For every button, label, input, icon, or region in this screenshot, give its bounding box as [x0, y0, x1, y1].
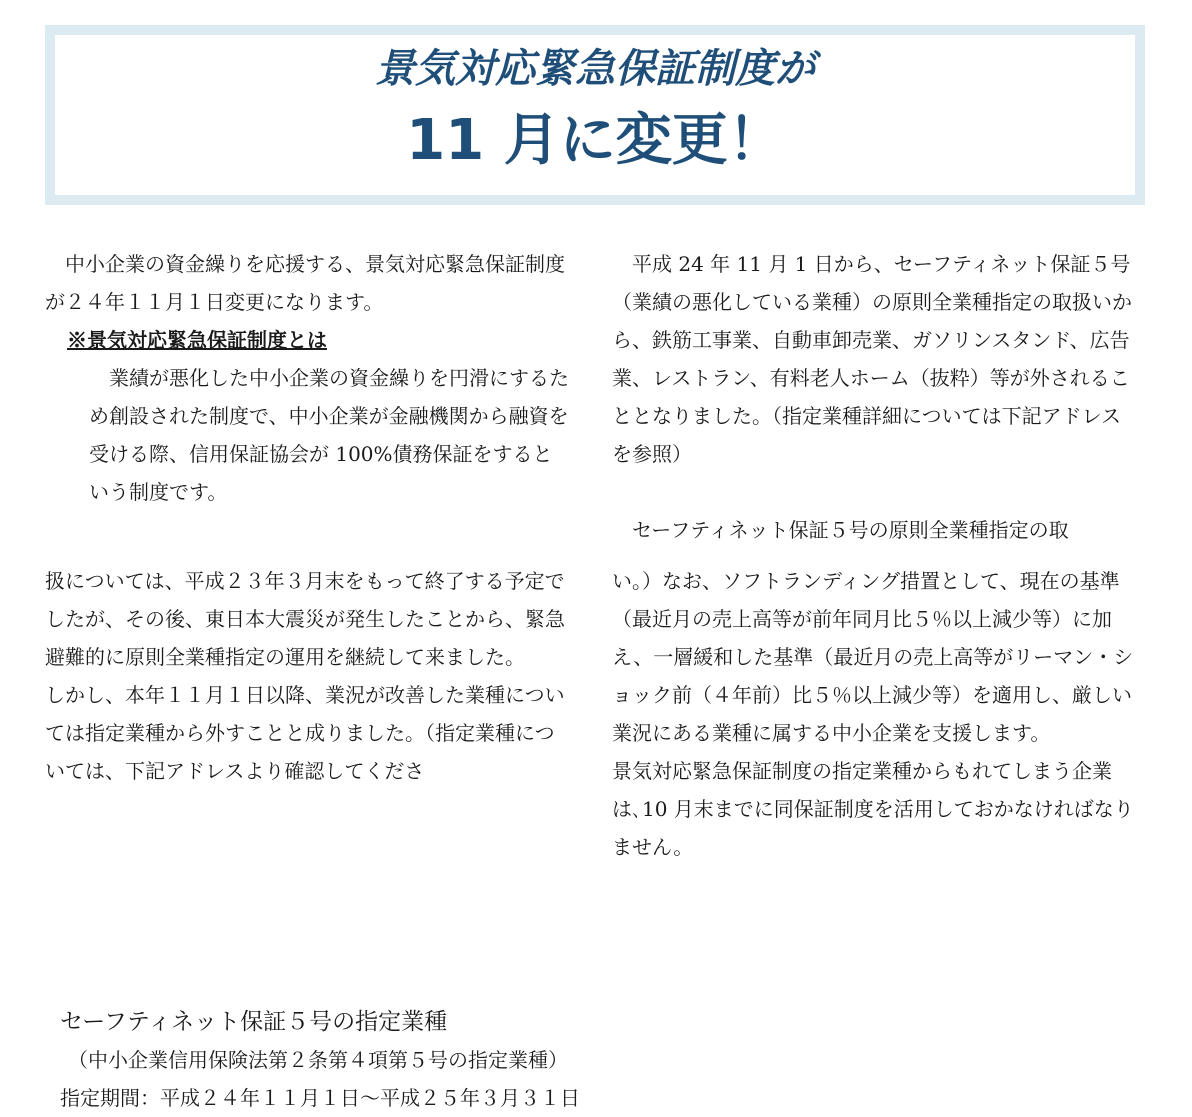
right-paragraph-2-start: セーフティネット保証５号の原則全業種指定の取: [632, 518, 1069, 542]
continuation-paragraph-1: 扱については、平成２３年３月末をもって終了する予定でしたが、その後、東日本大震災が発生したことから、緊急避難的に原則全業種指定の運用を継続して来ました。: [45, 569, 565, 669]
title-banner-inner: [55, 35, 1135, 195]
right-paragraph-1: 平成 24 年 11 月 1 日から、セーフティネット保証５号（業績の悪化している業種）の原則全業種指定の取扱いから、鉄筋工事業、自動車卸売業、ガソリンスタンド、広告業、レストラン、有料老人ホーム（抜粋）等が外されることとなりました。（指定業種詳細については下記アドレスを参照）: [612, 252, 1132, 466]
continuation-paragraph-2: しかし、本年１１月１日以降、業況が改善した業種については指定業種から外すことと成りました。（指定業種については、下記アドレスより確認してくださ: [45, 683, 565, 783]
spacer: [612, 473, 1140, 511]
right-column-bottom: [612, 562, 1140, 866]
left-column-bottom: [45, 562, 570, 790]
right-column-top: [612, 245, 1140, 549]
footer-subheading: （中小企業信用保険法第２条第４項第５号の指定業種）: [68, 1048, 568, 1072]
page-title-line1: 景気対応緊急保証制度が: [375, 46, 815, 92]
note-body: 業績が悪化した中小企業の資金繰りを円滑にするため創設された制度で、中小企業が金融機関から融資を受ける際、信用保証協会が 100%債務保証をするという制度です。: [89, 366, 569, 504]
left-column-top: [45, 245, 570, 511]
footer-heading: セーフティネット保証５号の指定業種: [60, 1009, 448, 1035]
note-heading: ※景気対応緊急保証制度とは: [67, 328, 327, 352]
page-title-line2: 11 月に変更！: [406, 108, 784, 173]
footer-period: 指定期間：平成２４年１１月１日～平成２５年３月３１日: [60, 1086, 580, 1110]
title-banner: [45, 25, 1145, 205]
right-paragraph-3: 景気対応緊急保証制度の指定業種からもれてしまう企業は､10 月末までに同保証制度を活用しておかなければなりません。: [612, 759, 1134, 859]
intro-paragraph: 中小企業の資金繰りを応援する、景気対応緊急保証制度が２４年１１月１日変更になります。: [45, 252, 565, 314]
right-paragraph-2-cont: い。）なお、ソフトランディング措置として、現在の基準（最近月の売上高等が前年同月比５％以上減少等）に加え、一層緩和した基準（最近月の売上高等がリーマン・ショック前（４年前）比５％以上減少等）を適用し、厳しい業況にある業種に属する中小企業を支援します。: [612, 569, 1134, 745]
footer-section: [60, 1003, 960, 1117]
